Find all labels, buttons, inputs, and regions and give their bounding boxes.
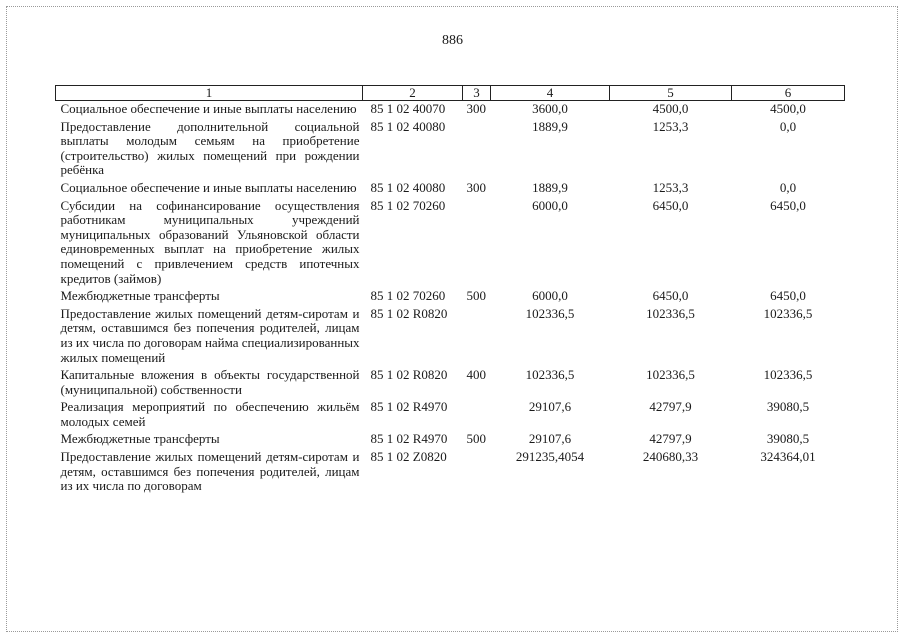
row-code: 85 1 02 R4970: [370, 399, 448, 415]
row-value-col5: 1253,3: [652, 179, 689, 195]
row-code: 85 1 02 R0820: [370, 305, 448, 321]
column-header-3: 3: [463, 86, 491, 101]
row-name: Предоставление жилых помещений детям-сиротам и детям, оставшимся без попечения родителей, лицам из их числа по договорам: [60, 449, 360, 494]
column-header-1: 1: [56, 86, 363, 101]
row-name: Межбюджетные трансферты: [60, 288, 220, 304]
row-name: Социальное обеспечение и иные выплаты населению: [60, 101, 357, 116]
row-name: Предоставление дополнительной социальной выплаты молодым семьям на приобретение (строительство) жилых помещений при рождении ребёнка: [60, 118, 360, 178]
column-header-2: 2: [363, 86, 463, 101]
row-value-col4: 102336,5: [525, 367, 575, 383]
column-header-5: 5: [610, 86, 732, 101]
row-value-col4: 29107,6: [528, 399, 572, 415]
row-expense-type: 500: [466, 431, 486, 447]
table-row: [56, 431, 845, 449]
row-expense-type: 300: [466, 179, 486, 195]
row-value-col5: 102336,5: [646, 367, 695, 383]
row-value-col4: 291235,4054: [515, 449, 585, 465]
row-value-col6: 102336,5: [763, 367, 813, 383]
row-code: 85 1 02 R4970: [370, 431, 448, 447]
row-code: 85 1 02 70260: [370, 288, 446, 304]
table-row: [56, 101, 845, 119]
row-expense-type: [463, 198, 491, 289]
row-value-col6: 6450,0: [770, 288, 806, 304]
row-value-col5: 102336,5: [646, 305, 695, 321]
page-number: 886: [442, 33, 463, 48]
row-value-col6: 4500,0: [770, 101, 806, 116]
row-name: Субсидии на софинансирование осуществления работникам муниципальных учреждений муниципальных образований Ульяновской области единовременных выплат на приобретение жилых помещений с привлечением средств ипотечных кредитов (займов): [60, 197, 360, 286]
row-code: 85 1 02 Z0820: [370, 449, 447, 465]
row-name: Реализация мероприятий по обеспечению жильём молодых семей: [60, 399, 360, 429]
row-code: 85 1 02 R0820: [370, 367, 448, 383]
row-value-col5: 240680,33: [642, 449, 699, 465]
row-code: 85 1 02 40080: [370, 118, 446, 134]
table-row: [56, 198, 845, 289]
table-row: [56, 399, 845, 431]
row-expense-type: [463, 449, 491, 496]
row-value-col6: 39080,5: [766, 399, 810, 415]
row-expense-type: 300: [466, 101, 486, 116]
row-expense-type: [463, 399, 491, 431]
row-value-col4: 29107,6: [528, 431, 572, 447]
row-name: Предоставление жилых помещений детям-сиротам и детям, оставшимся без попечения родителей, лицам из их числа по договорам найма специализированных жилых помещений: [60, 305, 360, 365]
row-name: Капитальные вложения в объекты государственной (муниципальной) собственности: [60, 367, 360, 397]
row-code: 85 1 02 40070: [370, 101, 446, 116]
table-row: [56, 180, 845, 198]
row-value-col5: 42797,9: [649, 431, 692, 447]
row-value-col4: 6000,0: [532, 288, 568, 304]
budget-table: [55, 85, 845, 496]
row-expense-type: 500: [466, 288, 486, 304]
row-value-col6: 102336,5: [763, 305, 813, 321]
table-row: [56, 367, 845, 399]
table-row: [56, 306, 845, 367]
column-header-4: 4: [491, 86, 610, 101]
row-value-col5: 6450,0: [652, 197, 689, 213]
row-name: Социальное обеспечение и иные выплаты населению: [60, 179, 357, 195]
row-value-col6: 6450,0: [770, 197, 806, 213]
row-name: Межбюджетные трансферты: [60, 431, 220, 447]
table-row: [56, 119, 845, 180]
row-value-col5: 4500,0: [652, 101, 689, 116]
row-value-col4: 1889,9: [532, 179, 568, 195]
row-value-col6: 39080,5: [766, 431, 810, 447]
row-value-col6: 0,0: [779, 179, 797, 195]
row-value-col5: 6450,0: [652, 288, 689, 304]
row-value-col6: 324364,01: [760, 449, 816, 465]
table-row: [56, 449, 845, 496]
row-expense-type: [463, 306, 491, 367]
row-value-col4: 3600,0: [532, 101, 568, 116]
row-code: 85 1 02 70260: [370, 197, 446, 213]
row-code: 85 1 02 40080: [370, 179, 446, 195]
row-value-col4: 1889,9: [532, 118, 568, 134]
row-value-col5: 1253,3: [652, 118, 689, 134]
row-expense-type: 400: [466, 367, 486, 383]
row-value-col6: 0,0: [779, 118, 797, 134]
row-value-col5: 42797,9: [649, 399, 692, 415]
row-value-col4: 102336,5: [525, 305, 575, 321]
row-expense-type: [463, 119, 491, 180]
row-value-col4: 6000,0: [532, 197, 568, 213]
column-header-6: 6: [732, 86, 845, 101]
table-row: [56, 288, 845, 306]
table-header-row: [56, 86, 845, 101]
